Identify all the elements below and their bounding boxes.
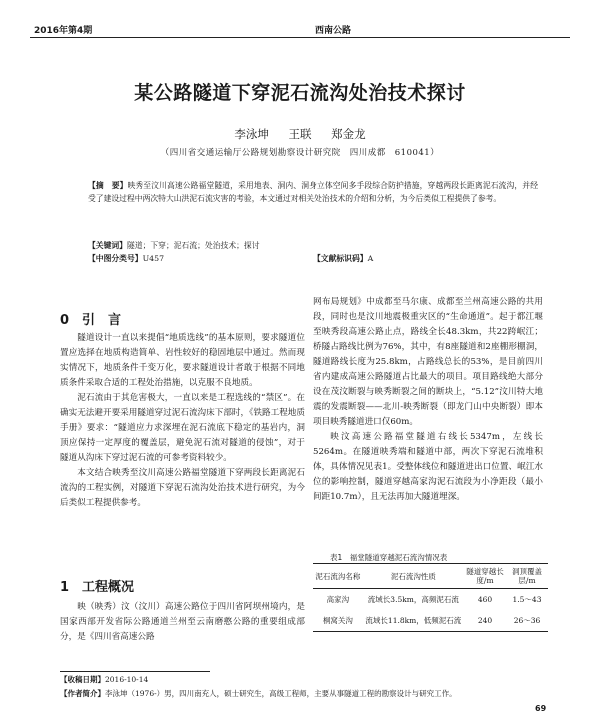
table-caption: 表1 福堂隧道穿越泥石流沟情况表	[330, 553, 448, 562]
column-header: 洞顶覆盖层/m	[506, 564, 548, 589]
paragraph: 映汶高速公路福堂隧道右线长5347m，左线长5264m。在隧道映秀端和隧道中部，两次下穿泥石流堆积体，具体情况见表1。受整体线位和隧道进出口位置、岷江水位的影响控制，隧道穿越高家沟泥石流段为小净距段（最小间距10.7m），且无法再加大隧道埋深。	[313, 432, 543, 502]
author-bio-label: 【作者简介】	[60, 689, 105, 698]
column-header: 隧道穿越长度/m	[464, 564, 506, 589]
authors: 李泳坤 王联 郑金龙	[234, 127, 366, 141]
document-code-label: 【文献标识码】	[313, 254, 368, 263]
table-cell: 26～36	[506, 610, 548, 632]
table-cell: 240	[464, 610, 506, 632]
table-cell: 460	[477, 595, 493, 604]
column-header: 泥石流沟性质	[363, 564, 464, 589]
classification	[88, 253, 164, 264]
issue-label: 2016年第4期	[34, 26, 93, 36]
paragraph: 映（映秀）汶（汶川）高速公路位于四川省阿坝州境内，是国家西部开发省际公路通道兰州至云南磨憨公路的重要组成部分，是《四川省高速公路	[60, 602, 305, 642]
table-cell: 桐窝关沟	[313, 610, 363, 632]
table-header-row	[313, 564, 548, 589]
page-number: 69	[535, 704, 547, 713]
table-cell: 流域长3.5km，高频泥石流	[367, 595, 459, 604]
data-table	[313, 563, 548, 632]
affiliation: （四川省交通运输厅公路规划勘察设计研究院 四川成都 610041）	[160, 148, 440, 158]
author-bio	[60, 688, 550, 699]
author-bio-text: 李泳坤（1976-）男，四川南充人，硕士研究生，高级工程师，主要从事隧道工程的勘察设计与研究工作。	[105, 689, 457, 698]
document-code	[313, 253, 373, 264]
keywords	[88, 240, 260, 251]
section-0-heading: 0 引 言	[60, 313, 122, 328]
table-cell: 高家沟	[326, 595, 350, 604]
table-cell: 1.5～43	[512, 595, 542, 604]
classification-label: 【中图分类号】	[88, 254, 143, 263]
paper-title: 某公路隧道下穿泥石流沟处治技术探讨	[134, 82, 466, 104]
classification-text: U457	[142, 254, 165, 263]
table-row	[313, 610, 548, 632]
received-date-label: 【收稿日期】	[60, 675, 105, 684]
section-1-body	[60, 600, 305, 645]
table-cell: 流域长11.8km，低频泥石流	[363, 610, 464, 632]
footnote-divider	[60, 671, 210, 672]
abstract	[88, 179, 538, 205]
received-date-value: 2016-10-14	[105, 675, 149, 684]
abstract-label: 【摘 要】	[88, 181, 128, 190]
right-column-body	[313, 295, 543, 505]
section-1-heading: 1 工程概况	[60, 580, 135, 595]
paragraph: 网布局规划》中成都至马尔康、成都至兰州高速公路的共用段，同时也是汶川地震极重灾区的“生命通道”。起于都江堰至映秀段高速公路止点，路线全长48.3km，共22跨岷江；桥隧占路线比例为76%，其中，有8座隧道和2座棚形棚洞，隧道路线长度为25.8km，占路线总长的53%，是目前四川省内建成高速公路隧道占比最大的项目。项目路线绝大部分设在茂汶断裂与映秀断裂之间的断块上，“5.12”汶川特大地震的发震断裂——北川-映秀断裂（即龙门山中央断裂）即本项目映秀隧道进口仅60m。	[313, 297, 543, 427]
paragraph: 泥石流由于其危害极大，一直以来是工程选线的“禁区”。在确实无法避开要采用隧道穿过泥石流沟床下部时，《铁路工程地质手册》要求：“隧道应力求深埋在泥石流底下稳定的基岩内，洞顶应保持一定厚度的覆盖层，避免泥石流对隧道的侵蚀”，对于隧道从沟床下穿过泥石流的可参考资料较少。	[60, 393, 305, 463]
table-row	[313, 589, 548, 611]
abstract-text: 映秀至汶川高速公路福堂隧道，采用地表、洞内、洞身立体空间多手段综合防护措施，穿越两段长距离泥石流沟，并经受了建设过程中两次特大山洪泥石流灾害的考验，本文通过对相关处治技术的介绍和分析，为今后类似工程提供了参考。	[88, 181, 538, 203]
column-header: 泥石流沟名称	[313, 564, 363, 589]
paragraph: 隧道设计一直以来提倡“地质选线”的基本原则，要求隧道位置应选择在地质构造简单、岩性较好的稳固地层中通过。然而现实情况下，地质条件千变万化，要求隧道设计者敢于根据不同地质条件采取合适的工程处治措施，以克服不良地质。	[60, 333, 305, 388]
journal-name: 西南公路	[315, 26, 352, 36]
received-date	[60, 674, 148, 685]
keywords-label: 【关键词】	[88, 241, 127, 250]
running-header	[30, 22, 570, 38]
document-code-text: A	[367, 254, 374, 263]
section-0-body	[60, 331, 305, 511]
keywords-text: 隧道；下穿；泥石流；处治技术；探讨	[126, 241, 260, 250]
paragraph: 本文结合映秀至汶川高速公路福堂隧道下穿两段长距离泥石流沟的工程实例，对隧道下穿泥石流沟处治技术进行研究，为今后类似工程提供参考。	[60, 468, 305, 508]
